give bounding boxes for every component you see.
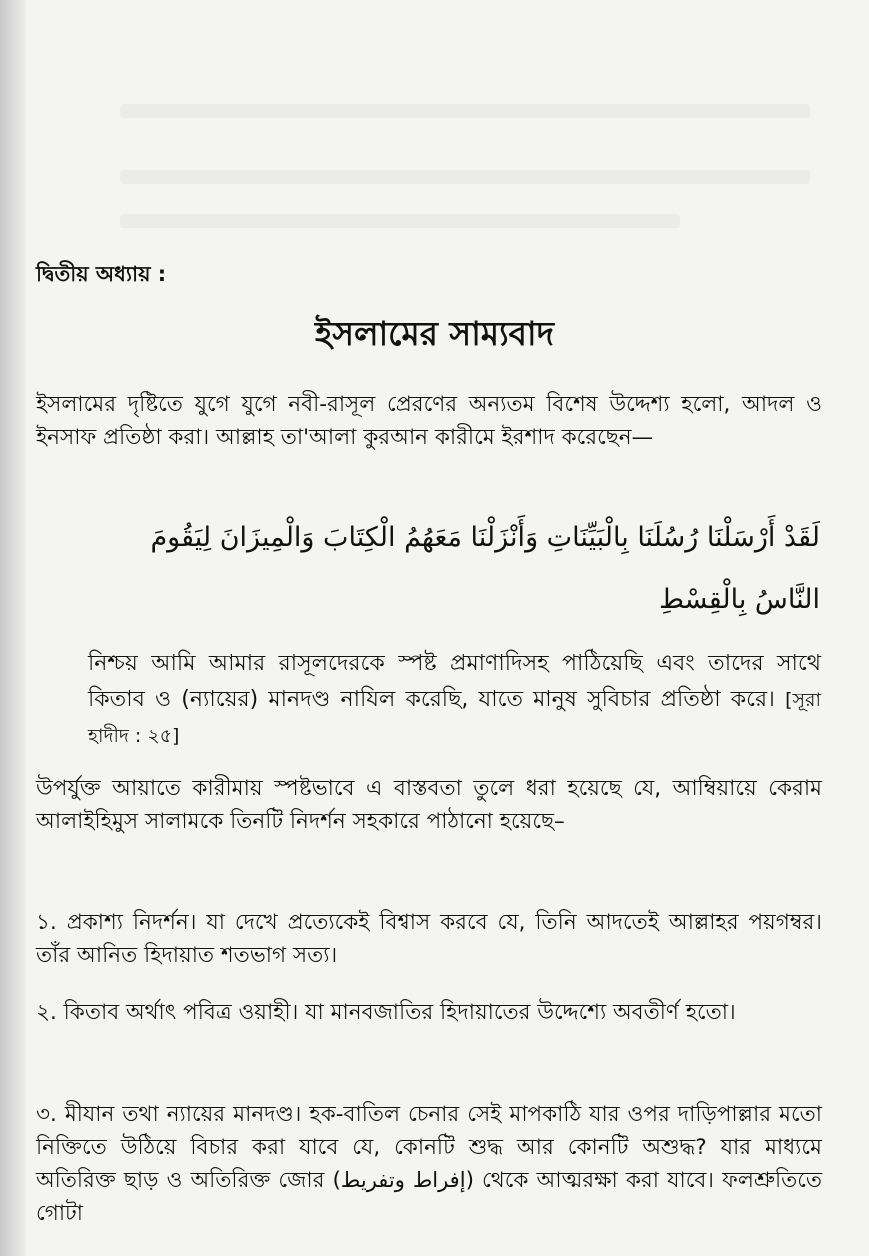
bleed-through-line xyxy=(120,214,680,228)
list-item-3-text-end: ) থেকে আত্মরক্ষা করা যাবে। ফলশ্রুতিতে গোটা xyxy=(36,1168,822,1226)
list-item-2: ২. কিতাব অর্থাৎ পবিত্র ওয়াহী। যা মানবজাতির হিদায়াতের উদ্দেশ্যে অবতীর্ণ হতো। xyxy=(36,1000,736,1025)
list-item-1: ১. প্রকাশ্য নিদর্শন। যা দেখে প্রত্যেকেই বিশ্বাস করবে যে, তিনি আদতেই আল্লাহর পয়গম্বর। তাঁর আনিত হিদায়াত শতভাগ সত্য। xyxy=(36,910,822,968)
page-gutter-shadow xyxy=(0,0,26,1256)
list-item-3 xyxy=(36,1098,822,1230)
intro-paragraph: ইসলামের দৃষ্টিতে যুগে যুগে নবী-রাসূল প্রেরণের অন্যতম বিশেষ উদ্দেশ্য হলো, আদল ও ইনসাফ প্রতিষ্ঠা করা। আল্লাহ তা'আলা কুরআন কারীমে ইরশাদ করেছেন— xyxy=(36,392,822,450)
chapter-label: দ্বিতীয় অধ্যায় : xyxy=(36,262,167,286)
translation-text: নিশ্চয় আমি আমার রাসূলদেরকে স্পষ্ট প্রমাণাদিসহ পাঠিয়েছি এবং তাদের সাথে কিতাব ও (ন্যায়ের) মানদণ্ড নাযিল করেছি, যাতে মানুষ সুবিচার প্রতিষ্ঠা করে। xyxy=(88,651,821,712)
quran-verse-line-1: لَقَدْ أَرْسَلْنَا رُسُلَنَا بِالْبَيِّنَاتِ وَأَنْزَلْنَا مَعَهُمُ الْكِتَابَ وَالْمِيزَانَ لِيَقُومَ xyxy=(150,522,820,553)
explanation-paragraph: উপর্যুক্ত আয়াতে কারীমায় স্পষ্টভাবে এ বাস্তবতা তুলে ধরা হয়েছে যে, আম্বিয়ায়ে কেরাম আলাইহিমুস সালামকে তিনটি নিদর্শন সহকারে পাঠানো হয়েছে– xyxy=(36,776,822,834)
list-item-3-text-start: ৩. মীযান তথা ন্যায়ের মানদণ্ড। হক-বাতিল চেনার সেই মাপকাঠি যার ওপর দাড়িপাল্লার মতো নিক্তিতে উঠিয়ে বিচার করা যাবে যে, কোনটি শুদ্ধ আর কোনটি অশুদ্ধ? যার মাধ্যমে অতিরিক্ত ছাড় ও অতিরিক্ত জোর ( xyxy=(36,1102,822,1193)
bleed-through-line xyxy=(120,104,810,118)
arabic-term: إفراط وتفريط xyxy=(340,1168,466,1192)
bleed-through-line xyxy=(120,170,810,184)
verse-translation xyxy=(88,646,821,754)
chapter-title: ইসলামের সাম্যবাদ xyxy=(315,314,554,353)
surah-reference: [সূরা হাদীদ : ২৫] xyxy=(88,689,821,747)
quran-verse-line-2: النَّاسُ بِالْقِسْطِ xyxy=(659,584,820,615)
